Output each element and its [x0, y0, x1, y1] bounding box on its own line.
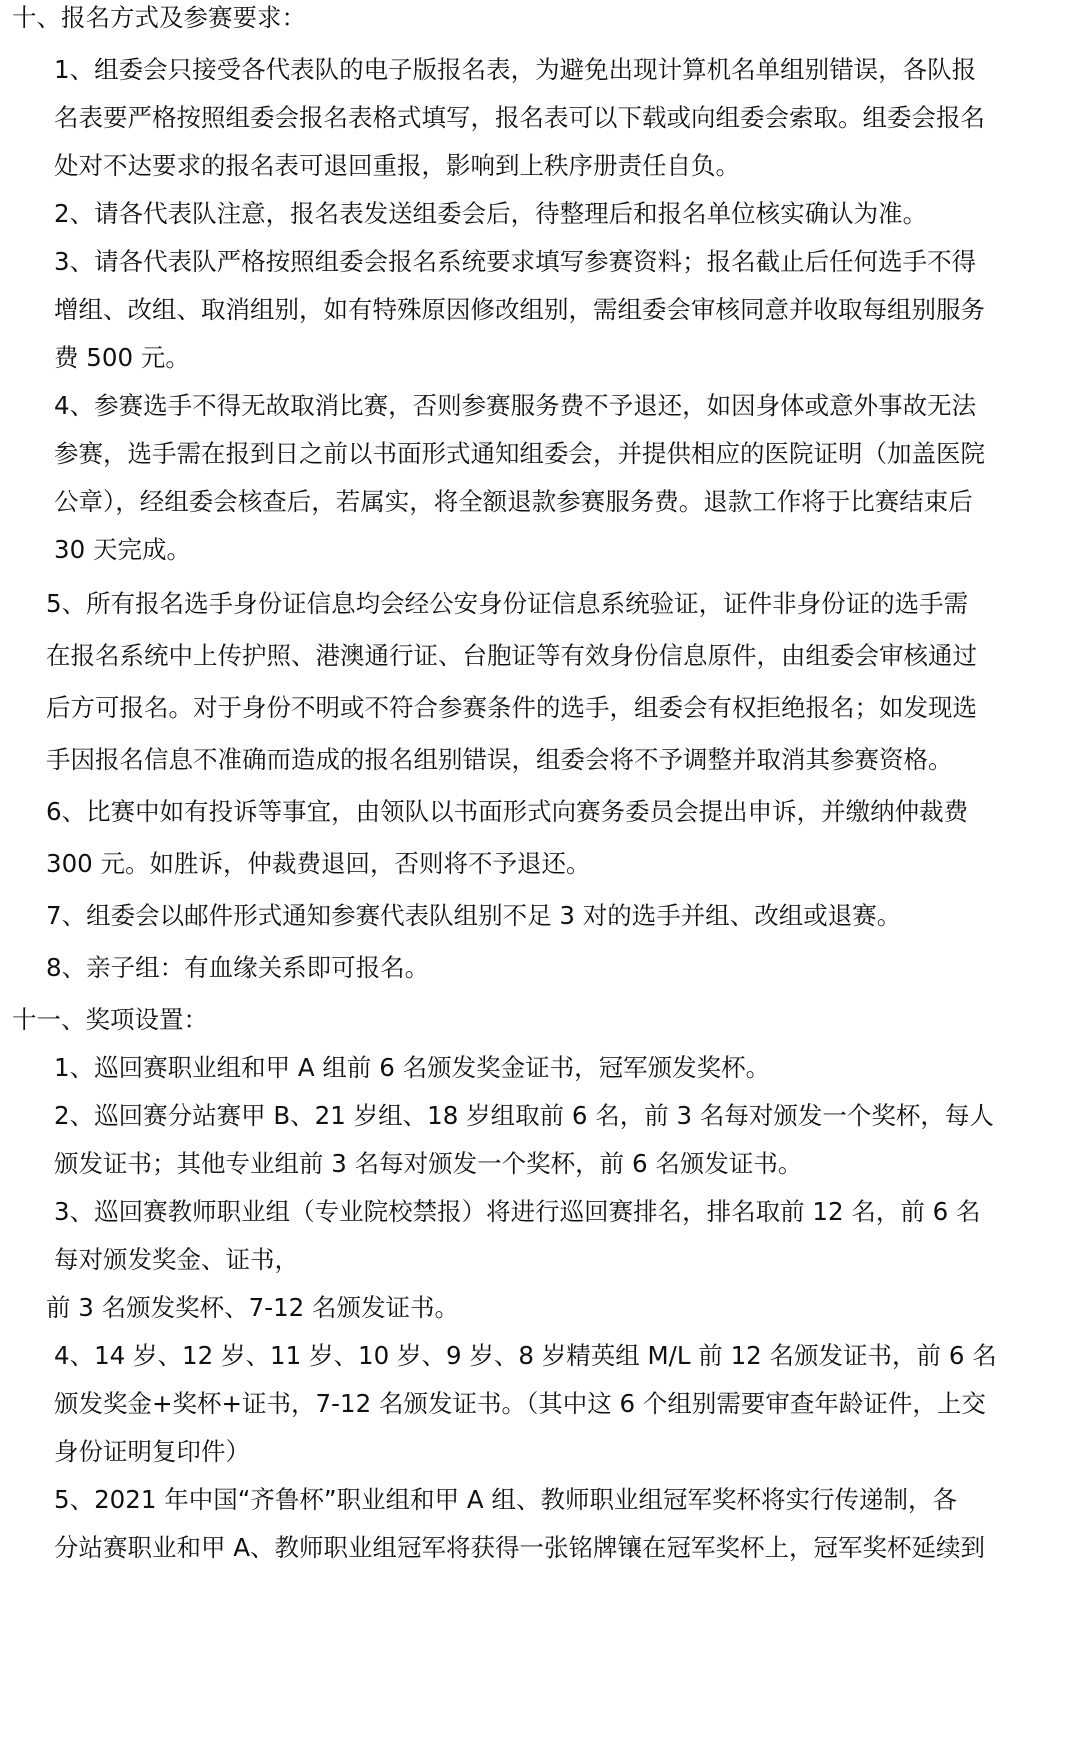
paragraph-line: 4、参赛选手不得无故取消比赛，否则参赛服务费不予退还，如因身体或意外事故无法 [54, 391, 977, 420]
paragraph-line: 7、组委会以邮件形式通知参赛代表队组别不足 3 对的选手并组、改组或退赛。 [46, 901, 902, 930]
paragraph-line: 名表要严格按照组委会报名表格式填写，报名表可以下载或向组委会索取。组委会报名 [54, 103, 985, 132]
paragraph-line: 2、请各代表队注意，报名表发送组委会后，待整理后和报名单位核实确认为准。 [54, 199, 928, 228]
paragraph-line: 颁发证书；其他专业组前 3 名每对颁发一个奖杯，前 6 名颁发证书。 [54, 1149, 803, 1178]
paragraph-line: 300 元。如胜诉，仲裁费退回，否则将不予退还。 [46, 849, 591, 878]
paragraph-line: 处对不达要求的报名表可退回重报，影响到上秩序册责任自负。 [54, 151, 740, 180]
paragraph-line: 1、巡回赛职业组和甲 A 组前 6 名颁发奖金证书，冠军颁发奖杯。 [54, 1053, 771, 1082]
paragraph-line: 6、比赛中如有投诉等事宜，由领队以书面形式向赛务委员会提出申诉，并缴纳仲裁费 [46, 797, 969, 826]
paragraph-line: 1、组委会只接受各代表队的电子版报名表，为避免出现计算机名单组别错误，各队报 [54, 55, 977, 84]
paragraph-line: 2、巡回赛分站赛甲 B、21 岁组、18 岁组取前 6 名，前 3 名每对颁发一个奖杯，每人 [54, 1101, 994, 1130]
paragraph-line: 前 3 名颁发奖杯、7-12 名颁发证书。 [46, 1293, 460, 1322]
section-10-heading: 十、报名方式及参赛要求： [12, 3, 306, 32]
paragraph-line: 公章），经组委会核查后，若属实，将全额退款参赛服务费。退款工作将于比赛结束后 [54, 487, 973, 516]
paragraph-line: 身份证明复印件） [54, 1437, 250, 1466]
paragraph-line: 参赛，选手需在报到日之前以书面形式通知组委会，并提供相应的医院证明（加盖医院 [54, 439, 985, 468]
paragraph-line: 后方可报名。对于身份不明或不符合参赛条件的选手，组委会有权拒绝报名；如发现选 [46, 693, 977, 722]
paragraph-line: 在报名系统中上传护照、港澳通行证、台胞证等有效身份信息原件，由组委会审核通过 [46, 641, 977, 670]
paragraph-line: 30 天完成。 [54, 535, 191, 564]
paragraph-line: 3、请各代表队严格按照组委会报名系统要求填写参赛资料；报名截止后任何选手不得 [54, 247, 977, 276]
paragraph-line: 3、巡回赛教师职业组（专业院校禁报）将进行巡回赛排名，排名取前 12 名，前 6 名 [54, 1197, 981, 1226]
paragraph-line: 增组、改组、取消组别，如有特殊原因修改组别，需组委会审核同意并收取每组别服务 [54, 295, 985, 324]
paragraph-line: 4、14 岁、12 岁、11 岁、10 岁、9 岁、8 岁精英组 M/L 前 12 名颁发证书，前 6 名 [54, 1341, 997, 1370]
section-11-heading: 十一、奖项设置： [12, 1005, 208, 1034]
paragraph-line: 5、所有报名选手身份证信息均会经公安身份证信息系统验证，证件非身份证的选手需 [46, 589, 969, 618]
paragraph-line: 每对颁发奖金、证书， [54, 1245, 299, 1274]
paragraph-line: 费 500 元。 [54, 343, 190, 372]
paragraph-line: 颁发奖金+奖杯+证书，7-12 名颁发证书。（其中这 6 个组别需要审查年龄证件，上交 [54, 1389, 986, 1418]
paragraph-line: 5、2021 年中国“齐鲁杯”职业组和甲 A 组、教师职业组冠军奖杯将实行传递制，各 [54, 1485, 957, 1514]
paragraph-line: 手因报名信息不准确而造成的报名组别错误，组委会将不予调整并取消其参赛资格。 [46, 745, 953, 774]
paragraph-line: 分站赛职业和甲 A、教师职业组冠军将获得一张铭牌镶在冠军奖杯上，冠军奖杯延续到 [54, 1533, 986, 1562]
paragraph-line: 8、亲子组：有血缘关系即可报名。 [46, 953, 430, 982]
